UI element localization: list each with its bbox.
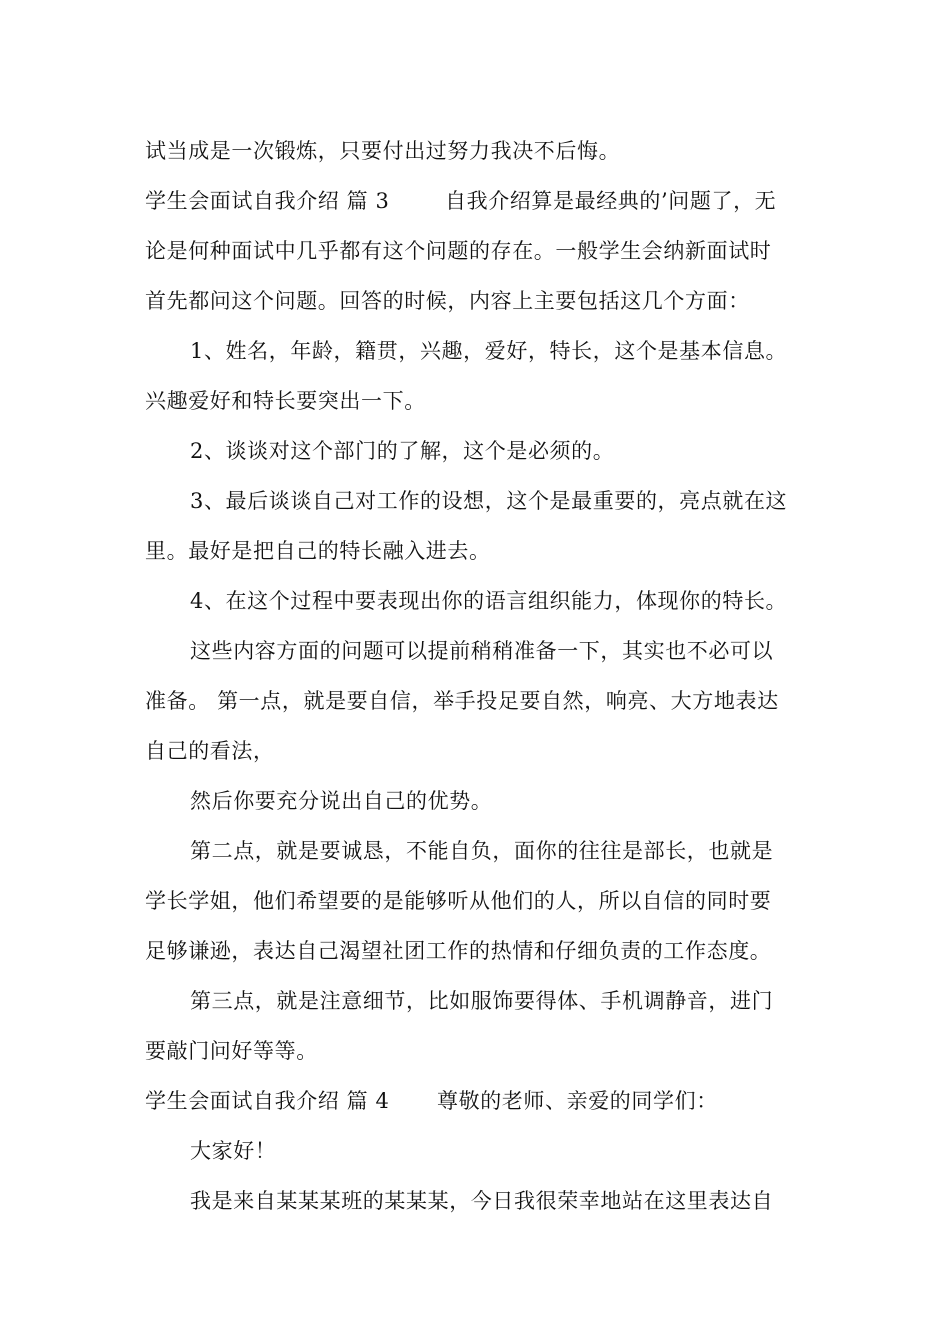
paragraph-line: 试当成是一次锻炼，只要付出过努力我决不后悔。 bbox=[145, 139, 621, 163]
paragraph-line: 里。最好是把自己的特长融入进去。 bbox=[145, 539, 491, 563]
paragraph-line: 这些内容方面的问题可以提前稍稍准备一下，其实也不必可以 bbox=[190, 639, 774, 663]
paragraph-line: 兴趣爱好和特长要突出一下。 bbox=[145, 389, 426, 413]
heading-title: 学生会面试自我介绍 篇 3 bbox=[145, 189, 390, 213]
list-item-3: 3、最后谈谈自己对工作的设想，这个是最重要的，亮点就在这 bbox=[190, 489, 788, 513]
paragraph-line: 自己的看法， bbox=[145, 739, 275, 763]
heading-text: 自我介绍算是最经典的’问题了，无 bbox=[445, 189, 777, 213]
paragraph-line: 首先都问这个问题。回答的时候，内容上主要包括这几个方面： bbox=[145, 289, 750, 313]
paragraph-line: 我是来自某某某班的某某某，今日我很荣幸地站在这里表达自 bbox=[190, 1189, 774, 1213]
section-heading-4 bbox=[145, 1086, 815, 1116]
paragraph-line: 论是何种面试中几乎都有这个问题的存在。一般学生会纳新面试时 bbox=[145, 239, 772, 263]
paragraph-line: 第三点，就是注意细节，比如服饰要得体、手机调静音，进门 bbox=[190, 989, 774, 1013]
heading-title: 学生会面试自我介绍 篇 4 bbox=[145, 1089, 390, 1113]
paragraph-line: 要敲门问好等等。 bbox=[145, 1039, 318, 1063]
list-item-4: 4、在这个过程中要表现出你的语言组织能力，体现你的特长。 bbox=[190, 589, 788, 613]
section-heading-3 bbox=[145, 186, 815, 216]
paragraph-line: 学长学姐，他们希望要的是能够听从他们的人，所以自信的同时要 bbox=[145, 889, 772, 913]
heading-text: 尊敬的老师、亲爱的同学们： bbox=[437, 1089, 718, 1113]
paragraph-line: 准备。 第一点，就是要自信，举手投足要自然，响亮、大方地表达 bbox=[145, 689, 779, 713]
paragraph-line: 第二点，就是要诚恳，不能自负，面你的往往是部长，也就是 bbox=[190, 839, 774, 863]
paragraph-line: 足够谦逊，表达自己渴望社团工作的热情和仔细负责的工作态度。 bbox=[145, 939, 772, 963]
paragraph-line: 大家好！ bbox=[190, 1139, 277, 1163]
paragraph-line: 然后你要充分说出自己的优势。 bbox=[190, 789, 493, 813]
list-item-2: 2、谈谈对这个部门的了解，这个是必须的。 bbox=[190, 439, 615, 463]
list-item-1: 1、姓名，年龄，籍贯，兴趣，爱好，特长，这个是基本信息。 bbox=[190, 339, 788, 363]
